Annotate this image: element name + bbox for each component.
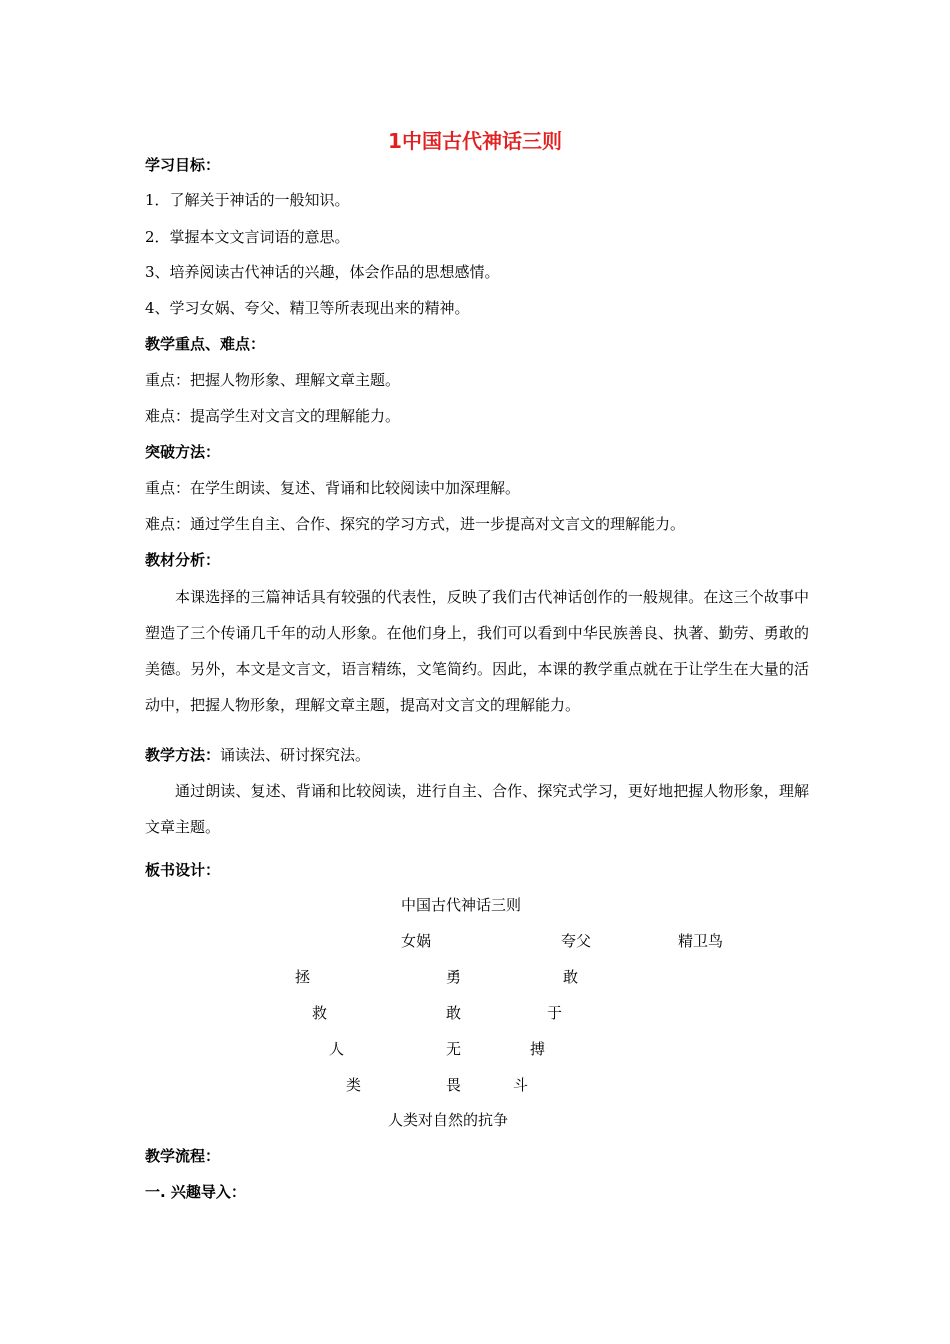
board-heading: 板书设计： [145, 861, 221, 879]
analysis-heading: 教材分析： [145, 551, 221, 569]
board-char: 斗 [513, 1076, 529, 1094]
methods-heading: 教学方法： [145, 746, 221, 764]
objective-item: 4、学习女娲、夸父、精卫等所表现出来的精神。 [145, 299, 470, 317]
board-char: 畏 [446, 1076, 462, 1094]
page-title: 1中国古代神话三则 [388, 129, 562, 153]
objective-item: 2．掌握本文文言词语的意思。 [145, 228, 350, 246]
board-char: 勇 [446, 968, 462, 986]
board-char: 敢 [563, 968, 579, 986]
board-char: 搏 [530, 1040, 546, 1058]
methods-line [145, 745, 370, 765]
board-char: 敢 [446, 1004, 462, 1022]
board-char: 救 [312, 1004, 328, 1022]
board-name-jingwei: 精卫鸟 [678, 932, 724, 950]
methods-paragraph: 通过朗读、复述、背诵和比较阅读，进行自主、合作、探究式学习，更好地把握人物形象，理解文章主题。 [145, 782, 809, 836]
keypoints-heading: 教学重点、难点： [145, 335, 266, 353]
breakthrough-heading: 突破方法： [145, 443, 221, 461]
objective-item: 3、培养阅读古代神话的兴趣，体会作品的思想感情。 [145, 263, 500, 281]
board-title: 中国古代神话三则 [401, 896, 522, 914]
board-name-kuafu: 夸父 [561, 932, 592, 950]
objectives-heading: 学习目标： [145, 156, 221, 174]
keypoints-focus: 重点：把握人物形象、理解文章主题。 [145, 371, 401, 389]
board-char: 于 [547, 1004, 563, 1022]
methods-value: 诵读法、研讨探究法。 [220, 746, 371, 764]
flow-heading: 教学流程： [145, 1147, 221, 1165]
board-char: 人 [329, 1040, 345, 1058]
flow-step-1: 一. 兴趣导入： [145, 1183, 246, 1201]
board-summary: 人类对自然的抗争 [388, 1111, 509, 1129]
board-name-nuwa: 女娲 [401, 932, 432, 950]
analysis-paragraph: 本课选择的三篇神话具有较强的代表性，反映了我们古代神话创作的一般规律。在这三个故事中塑造了三个传诵几千年的动人形象。在他们身上，我们可以看到中华民族善良、执著、勤劳、勇敢的美德。另外，本文是文言文，语言精练，文笔简约。因此，本课的教学重点就在于让学生在大量的活动中，把握人物形象，理解文章主题，提高对文言文的理解能力。 [145, 588, 809, 714]
keypoints-difficulty: 难点：提高学生对文言文的理解能力。 [145, 407, 401, 425]
board-char: 拯 [295, 968, 311, 986]
board-char: 无 [446, 1040, 462, 1058]
objective-item: 1．了解关于神话的一般知识。 [145, 191, 350, 209]
board-char: 类 [346, 1076, 362, 1094]
breakthrough-focus: 重点：在学生朗读、复述、背诵和比较阅读中加深理解。 [145, 479, 521, 497]
breakthrough-difficulty: 难点：通过学生自主、合作、探究的学习方式，进一步提高对文言文的理解能力。 [145, 515, 686, 533]
